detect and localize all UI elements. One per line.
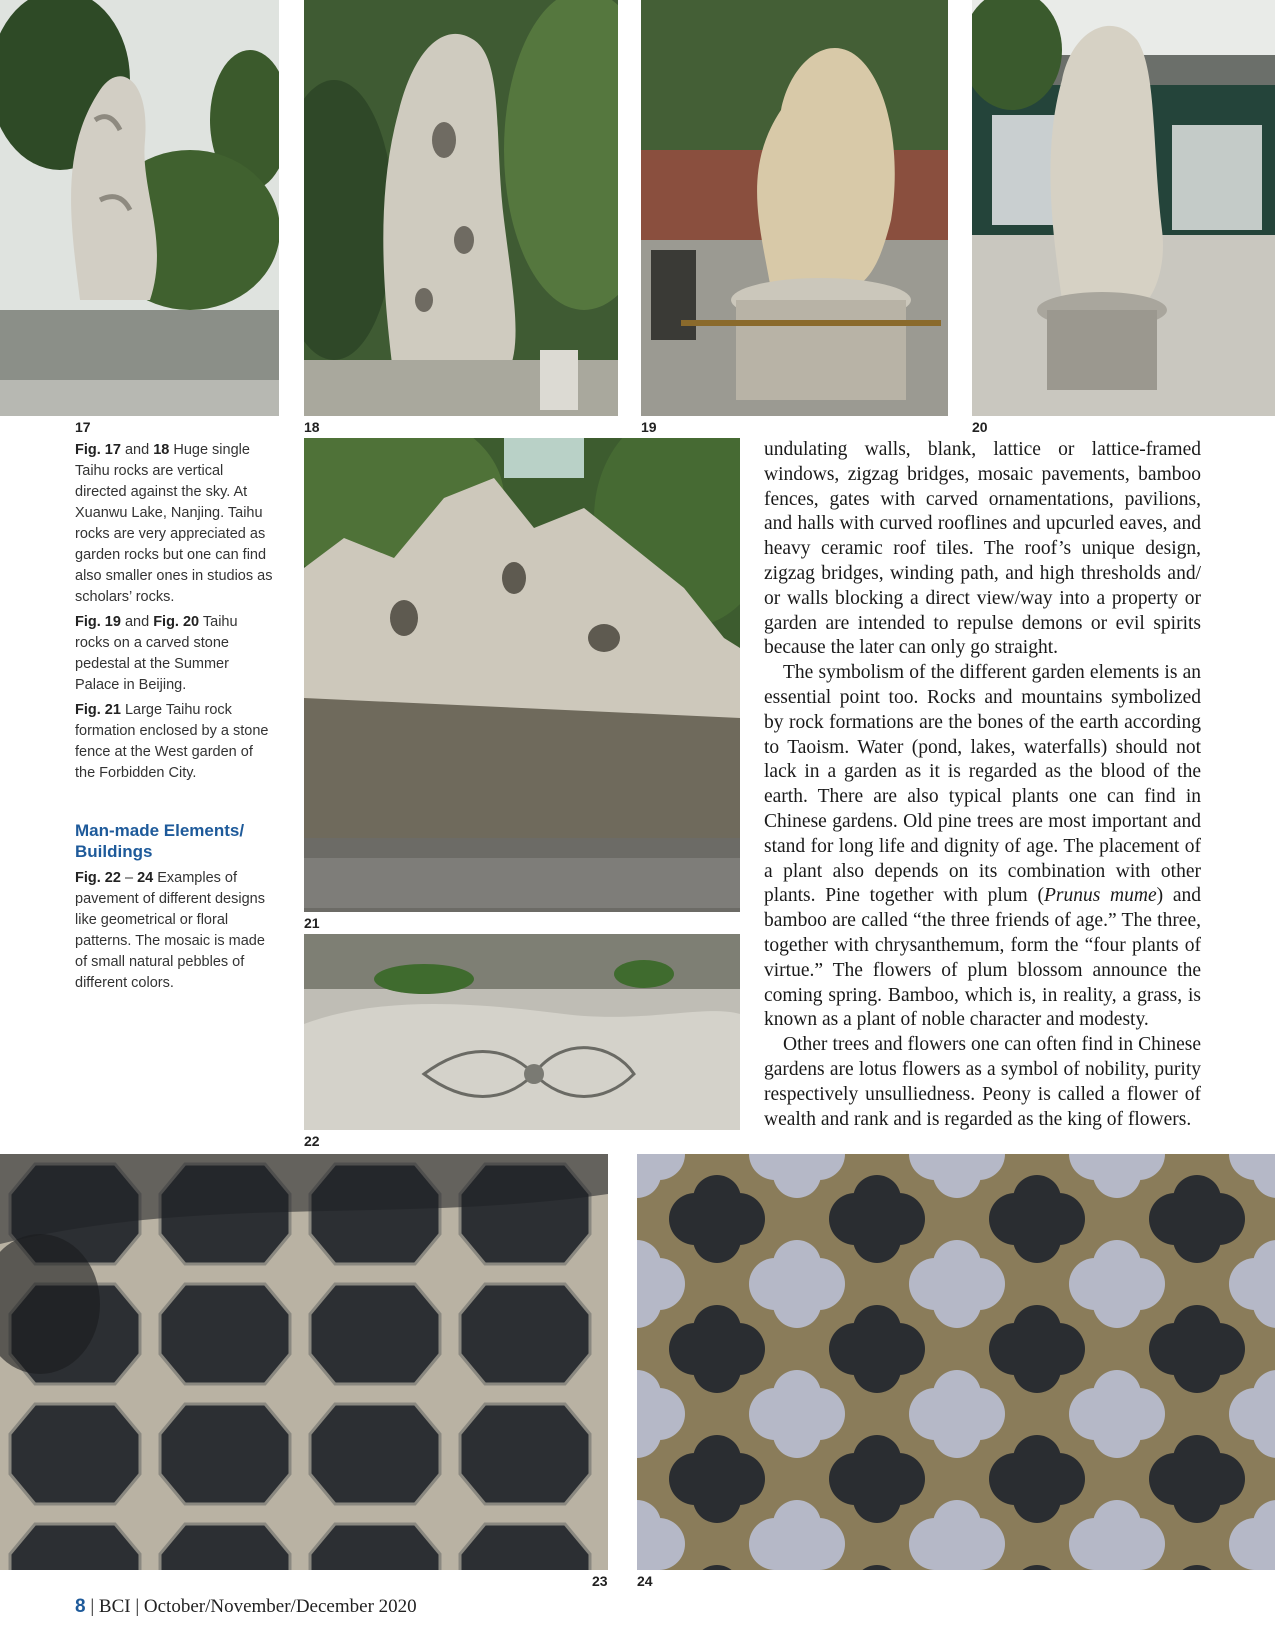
photo-fig-19 [641, 0, 948, 416]
caption-column [75, 440, 275, 998]
caption-fig-21: Fig. 21 Large Taihu rock formation enclosed by a stone fence at the West garden of the Forbidden City. [75, 702, 269, 781]
photo-fig-20 [972, 0, 1275, 416]
fig-number-20: 20 [972, 419, 988, 435]
article-body [764, 438, 1201, 1132]
publication-name: BCI [98, 1596, 131, 1617]
fig-number-18: 18 [304, 419, 320, 435]
fig-number-17: 17 [75, 419, 91, 435]
page-footer: 8 | BCI | October/November/December 2020 [75, 1596, 417, 1617]
caption-fig-19-20: Fig. 19 and Fig. 20 Taihu rocks on a carved stone pedestal at the Summer Palace in Beijing. [75, 614, 238, 693]
fig-number-24: 24 [637, 1573, 653, 1589]
species-name: Prunus mume [1043, 885, 1157, 907]
photo-fig-24 [637, 1154, 1275, 1570]
issue-date: October/November/December 2020 [143, 1596, 417, 1617]
fig-number-22: 22 [304, 1133, 320, 1149]
photo-fig-17 [0, 0, 279, 416]
body-paragraph-1: undulating walls, blank, lattice or lattice-framed windows, zigzag bridges, mosaic pavements, bamboo fences, gates with carved ornamentations, pavilions, and halls with curved rooflines and upcurled eaves, and heavy ceramic roof tiles. The roof’s unique design, zigzag bridges, winding path, and high thresholds and/ or walls blocking a direct view/way into a property or garden are intended to repulse demons or evil spirits because the later can only go straight. [764, 439, 1201, 659]
photo-fig-18 [304, 0, 618, 416]
body-paragraph-2: The symbolism of the different garden elements is an essential point too. Rocks and mountains symbolized by rock formations are the bones of the earth according to Taoism. Water (pond, lakes, waterfalls) should not lack in a garden as it is regarded as the blood of the earth. There are also typical plants one can find in Chinese gardens. Old pine trees are most important and stand for long life and dignity of age. The placement of a plant also depends on its combination with other plants. Pine together with plum (Prunus mume) and bamboo are called “the three friends of age.” The three, together with chrysanthemum, form the “four plants of virtue.” The flowers of plum blossom announce the coming spring. Bamboo, which is, in reality, a grass, is known as a plant of noble character and modesty. [764, 662, 1201, 1031]
fig-number-23: 23 [592, 1573, 608, 1589]
fig-number-21: 21 [304, 915, 320, 931]
page-number: 8 [75, 1596, 86, 1617]
section-heading: Man-made Elements/ Buildings [75, 821, 245, 861]
photo-fig-23 [0, 1154, 608, 1570]
photo-fig-22 [304, 934, 740, 1130]
fig-number-19: 19 [641, 419, 657, 435]
photo-fig-21 [304, 438, 740, 912]
caption-fig-17-18: Fig. 17 and 18 Huge single Taihu rocks are vertical directed against the sky. At Xuanwu Lake, Nanjing. Taihu rocks are very appreciated as garden rocks but one can find also smaller ones in studios as scholars’ rocks. [75, 442, 273, 605]
body-paragraph-3: Other trees and flowers one can often find in Chinese gardens are lotus flowers as a symbol of nobility, purity respectively unsulliedness. Peony is called a flower of wealth and rank and is regarded as the king of flowers. [764, 1034, 1201, 1130]
caption-fig-22-24: Fig. 22 – 24 Examples of pavement of different designs like geometrical or floral patterns. The mosaic is made of small natural pebbles of different colors. [75, 870, 265, 991]
